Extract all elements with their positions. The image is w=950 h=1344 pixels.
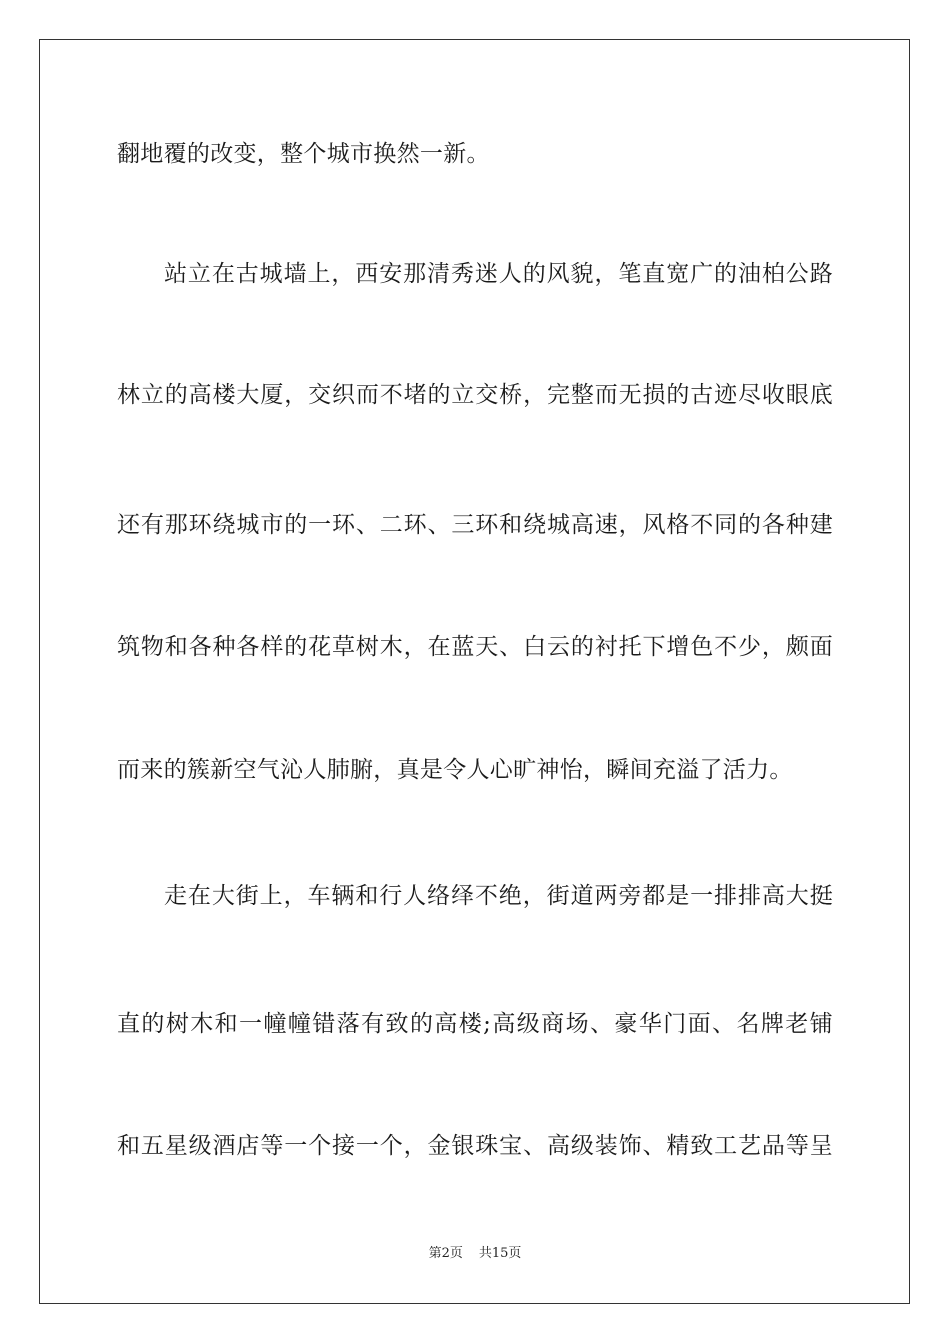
page-border [39, 39, 910, 1304]
page-number: 第2页 [428, 1246, 463, 1261]
text-line: 和五星级酒店等一个接一个，金银珠宝、高级装饰、精致工艺品等呈 [117, 1133, 834, 1159]
page-total: 共15页 [478, 1246, 522, 1261]
text-line: 而来的簇新空气沁人肺腑，真是令人心旷神怡，瞬间充溢了活力。 [117, 757, 793, 783]
text-line: 筑物和各种各样的花草树木，在蓝天、白云的衬托下增色不少，颇面 [117, 634, 834, 660]
text-line: 直的树木和一幢幢错落有致的高楼;高级商场、豪华门面、名牌老铺 [117, 1011, 835, 1037]
page-footer [0, 1245, 950, 1263]
text-line-paragraph-start: 站立在古城墙上，西安那清秀迷人的风貌，笔直宽广的油柏公路 [164, 261, 834, 287]
text-line: 翻地覆的改变，整个城市换然一新。 [117, 141, 490, 167]
text-line: 林立的高楼大厦，交织而不堵的立交桥，完整而无损的古迹尽收眼底 [117, 382, 834, 408]
text-line-paragraph-start: 走在大街上，车辆和行人络绎不绝，街道两旁都是一排排高大挺 [164, 883, 834, 909]
text-line: 还有那环绕城市的一环、二环、三环和绕城高速，风格不同的各种建 [117, 512, 834, 538]
